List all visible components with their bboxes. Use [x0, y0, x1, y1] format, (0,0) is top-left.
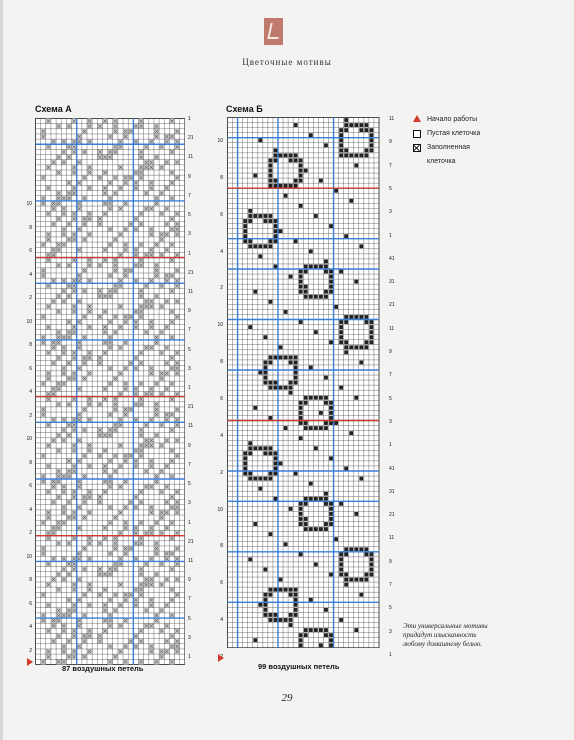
- row-label: 1: [389, 442, 392, 449]
- legend-start-label: Начало работы: [427, 116, 478, 123]
- row-label: 3: [389, 628, 392, 635]
- row-label: 7: [389, 372, 392, 379]
- row-label: 2: [220, 654, 223, 660]
- scheme-b-caption: 99 воздушных петель: [258, 662, 340, 671]
- row-label: 8: [220, 174, 223, 181]
- row-label: 41: [389, 255, 395, 262]
- legend-filled: [413, 143, 480, 157]
- row-label: 3: [188, 634, 191, 641]
- start-triangle-icon: [413, 115, 421, 122]
- row-label: 7: [389, 162, 392, 169]
- row-label: 9: [188, 442, 191, 449]
- row-label: 10: [26, 553, 32, 560]
- row-label: 10: [217, 138, 223, 144]
- row-label: 9: [188, 577, 191, 584]
- row-label: 1: [389, 652, 392, 658]
- scheme-a-label: Схема А: [35, 104, 72, 114]
- legend-start: [413, 115, 480, 129]
- row-label: 10: [26, 318, 32, 325]
- legend-filled-label-cont: клеточка: [427, 158, 456, 165]
- row-label: 4: [29, 624, 32, 631]
- row-label: 5: [188, 615, 191, 622]
- row-label: 6: [220, 211, 223, 218]
- row-label: 8: [220, 359, 223, 366]
- empty-cell-icon: [413, 130, 421, 138]
- row-label: 9: [389, 349, 392, 356]
- row-label: 2: [220, 285, 223, 292]
- row-label: 6: [29, 483, 32, 490]
- row-label: 11: [188, 423, 194, 430]
- row-label: 6: [220, 396, 223, 402]
- row-label: 7: [188, 596, 191, 603]
- scheme-b-chart: [227, 117, 380, 648]
- row-label: 7: [188, 327, 191, 334]
- row-label: 31: [389, 488, 395, 495]
- row-label: 11: [389, 535, 395, 542]
- row-label: 5: [389, 185, 392, 192]
- row-label: 5: [188, 481, 191, 488]
- row-label: 2: [29, 412, 32, 419]
- row-label: 8: [220, 543, 223, 550]
- row-label: 21: [188, 135, 194, 142]
- row-label: 4: [220, 617, 223, 624]
- side-note: Эти универсальные мотивы придадут изысканность любому домашнему белью.: [403, 622, 488, 648]
- row-label: 2: [29, 648, 32, 654]
- row-label: 10: [217, 506, 223, 513]
- row-label: 11: [188, 288, 194, 295]
- legend: [413, 115, 480, 171]
- row-label: 7: [389, 582, 392, 589]
- row-label: 6: [29, 248, 32, 255]
- row-label: 11: [188, 557, 194, 564]
- row-label: 10: [217, 322, 223, 329]
- scheme-a-caption: 87 воздушных петель: [62, 664, 144, 673]
- row-label: 6: [220, 580, 223, 587]
- row-label: 4: [29, 271, 32, 278]
- section-title: Цветочные мотивы: [242, 57, 332, 67]
- row-label: 10: [26, 436, 32, 443]
- row-label: 7: [188, 461, 191, 468]
- row-label: 31: [389, 279, 395, 286]
- legend-filled-label: Заполненная: [427, 144, 470, 151]
- row-label: 11: [389, 116, 395, 122]
- row-label: 9: [188, 308, 191, 315]
- row-label: 1: [188, 519, 191, 526]
- row-label: 21: [188, 269, 194, 276]
- row-label: 4: [220, 432, 223, 439]
- row-label: 5: [389, 395, 392, 402]
- row-label: 3: [389, 209, 392, 216]
- row-label: 3: [188, 500, 191, 507]
- row-label: 21: [389, 512, 395, 519]
- scheme-b-label: Схема Б: [226, 104, 263, 114]
- row-label: 1: [188, 654, 191, 660]
- row-label: 5: [389, 605, 392, 612]
- row-label: 3: [188, 231, 191, 238]
- row-label: 4: [220, 248, 223, 255]
- row-label: 1: [188, 385, 191, 391]
- row-label: 5: [188, 346, 191, 353]
- row-label: 10: [26, 201, 32, 207]
- page-number: 29: [281, 692, 293, 704]
- row-label: 8: [29, 577, 32, 584]
- row-label: 6: [29, 600, 32, 607]
- row-label: 4: [29, 506, 32, 513]
- row-label: 3: [188, 365, 191, 372]
- row-label: 1: [188, 116, 191, 122]
- row-label: 1: [389, 232, 392, 239]
- scheme-b-left-row-labels: [0, 0, 223, 740]
- row-label: 41: [389, 465, 395, 472]
- row-label: 2: [29, 530, 32, 537]
- row-label: 21: [188, 404, 194, 411]
- row-label: 11: [188, 154, 194, 161]
- row-label: 21: [188, 538, 194, 545]
- row-label: 7: [188, 192, 191, 199]
- row-label: 8: [29, 342, 32, 349]
- row-label: 6: [29, 365, 32, 372]
- legend-empty-label: Пустая клеточка: [427, 130, 481, 137]
- legend-empty: [413, 129, 480, 143]
- row-label: 4: [29, 389, 32, 396]
- row-label: 21: [389, 302, 395, 309]
- row-label: 3: [389, 418, 392, 425]
- chapter-logo: [264, 18, 283, 45]
- row-label: 8: [29, 459, 32, 466]
- filled-cell-icon: [413, 144, 421, 152]
- row-label: 2: [29, 295, 32, 302]
- row-label: 9: [389, 139, 392, 146]
- row-label: 8: [29, 224, 32, 231]
- row-label: 11: [389, 325, 395, 332]
- row-label: 5: [188, 212, 191, 219]
- row-label: 9: [389, 558, 392, 565]
- scheme-b-start-marker: [218, 654, 224, 662]
- row-label: 1: [188, 250, 191, 257]
- row-label: 2: [220, 469, 223, 476]
- row-label: 9: [188, 173, 191, 180]
